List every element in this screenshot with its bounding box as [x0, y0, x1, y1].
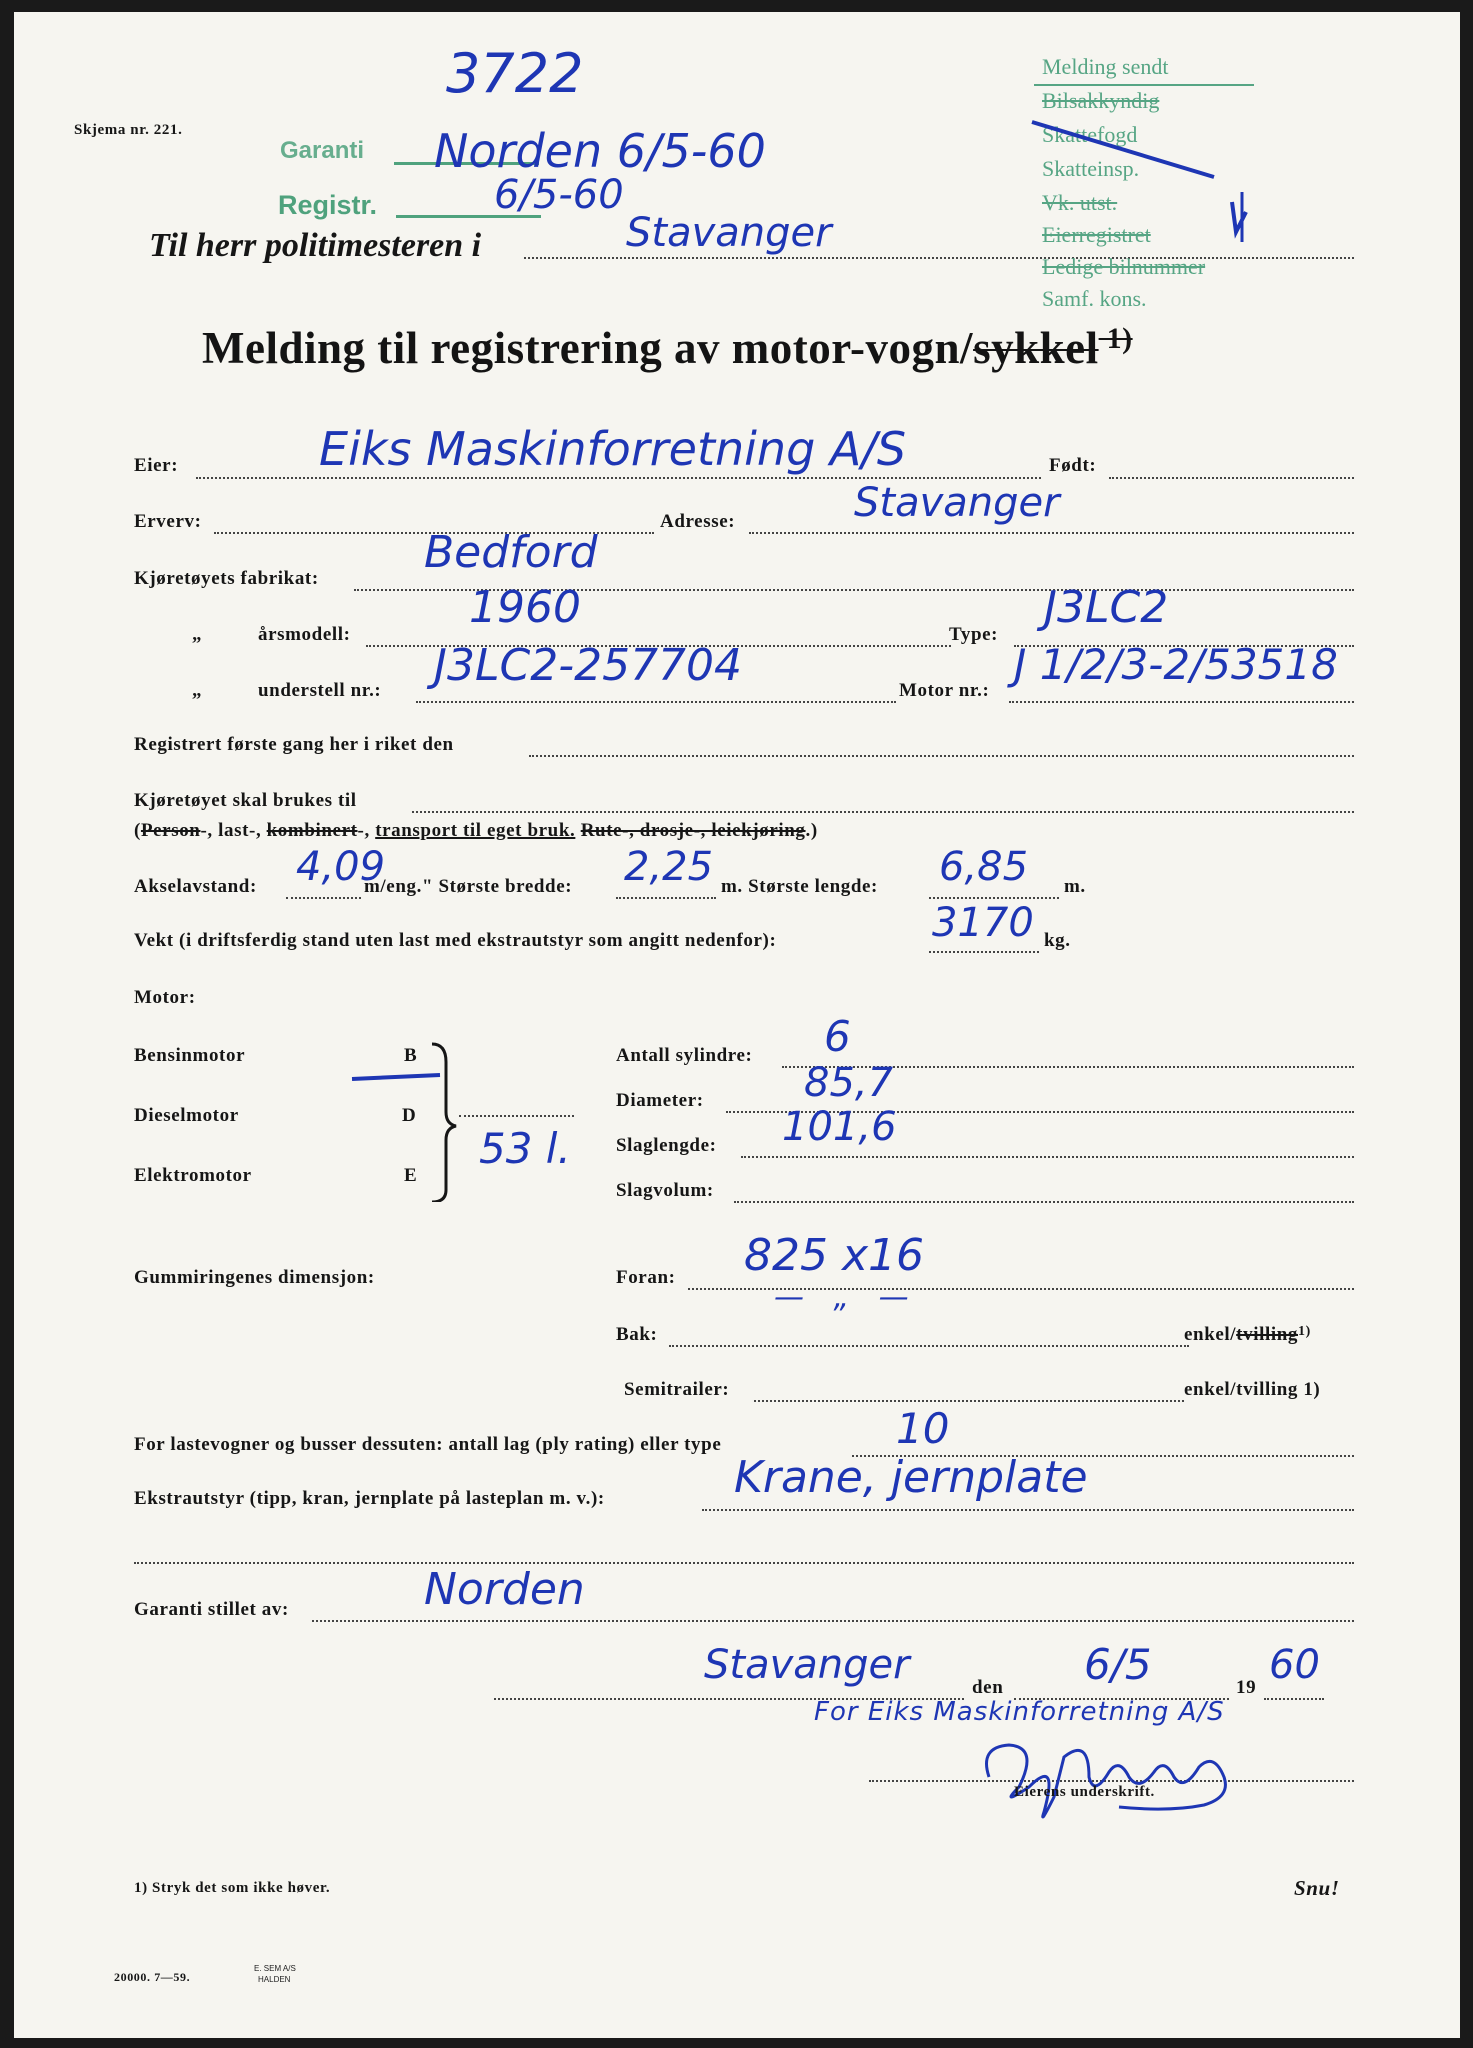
title-note: 1) — [1098, 322, 1133, 355]
label-semitrailer: Semitrailer: — [624, 1379, 730, 1400]
bak-ditto: — „ — — [774, 1280, 919, 1315]
motor-size-value: 53 l. — [479, 1124, 571, 1173]
stamp-item: Skattefogd — [1042, 122, 1138, 147]
label-diameter: Diameter: — [616, 1090, 704, 1111]
title-main: Melding til registrering av motor-vogn/ — [202, 323, 974, 373]
semitrailer-enkel-tvilling: enkel/tvilling 1) — [1184, 1379, 1321, 1400]
label-lengde: m. Største lengde: — [721, 876, 878, 897]
bak-enkel — [1184, 1324, 1311, 1346]
stamp-item: Eierregistret — [1042, 222, 1151, 247]
foran-value: 825 x16 — [744, 1230, 924, 1281]
line-slaglengde — [741, 1156, 1354, 1158]
printer-name: E. SEM A/S — [254, 1964, 296, 1973]
label-bensinmotor: Bensinmotor — [134, 1045, 246, 1066]
label-m: m. — [1064, 876, 1086, 897]
label-bredde: m/eng." Største bredde: — [364, 876, 573, 897]
label-kg: kg. — [1044, 930, 1071, 951]
line-slagvolum — [734, 1201, 1354, 1203]
label-lastevogner: For lastevogner og busser dessuten: antall lag (ply rating) eller type — [134, 1434, 722, 1455]
line-semitrailer — [754, 1400, 1184, 1402]
code-d: D — [402, 1105, 417, 1126]
footnote-ref: 1) — [1297, 1324, 1311, 1339]
code-e: E — [404, 1165, 418, 1186]
form-number: Skjema nr. 221. — [74, 122, 183, 138]
stamp-item: Skatteinsp. — [1042, 156, 1140, 181]
label-elektromotor: Elektromotor — [134, 1165, 252, 1186]
line-adresse — [749, 532, 1354, 534]
stamp-item: Melding sendt — [1042, 54, 1169, 79]
motor-nr-value: J 1/2/3-2/53518 — [1014, 640, 1338, 689]
registr-date: 6/5-60 — [494, 172, 624, 218]
label-understell: understell nr.: — [258, 680, 382, 701]
code-b: B — [404, 1045, 418, 1066]
stamp-box — [1024, 52, 1264, 312]
line-motor-size — [459, 1115, 574, 1117]
ply-value: 10 — [896, 1404, 950, 1453]
use-sep: -, — [357, 820, 376, 841]
eier-value: Eiks Maskinforretning A/S — [319, 422, 907, 476]
label-bak: Bak: — [616, 1324, 658, 1345]
to-politimester: Til herr politimesteren i — [149, 227, 482, 264]
ditto-mark: „ — [192, 680, 203, 701]
label-akselavstand: Akselavstand: — [134, 876, 257, 897]
line-registrert — [529, 755, 1354, 757]
use-person: Person — [140, 820, 201, 841]
label-19: 19 — [1236, 1677, 1257, 1698]
form-title — [202, 322, 1133, 374]
form-page — [14, 12, 1460, 2038]
line-garanti — [312, 1620, 1354, 1622]
print-run: 20000. 7—59. — [114, 1970, 191, 1984]
label-sylindre: Antall sylindre: — [616, 1045, 753, 1066]
label-motor-nr: Motor nr.: — [899, 680, 990, 701]
label-foran: Foran: — [616, 1267, 676, 1288]
line-vekt — [929, 951, 1039, 953]
diesel-mark — [344, 1067, 454, 1087]
fabrikat-value: Bedford — [424, 527, 598, 578]
label-slagvolum: Slagvolum: — [616, 1180, 714, 1201]
use-options — [134, 820, 818, 842]
lengde-value: 6,85 — [939, 844, 1029, 890]
bredde-value: 2,25 — [624, 844, 714, 890]
ekstrautstyr-value: Krane, jernplate — [734, 1452, 1088, 1503]
label-motor: Motor: — [134, 987, 196, 1008]
footnote: 1) Stryk det som ikke høver. — [134, 1880, 331, 1896]
line-brukes — [412, 811, 1354, 813]
slaglengde-value: 101,6 — [782, 1104, 897, 1150]
label-type: Type: — [949, 624, 999, 645]
line-eier — [196, 477, 1041, 479]
understell-value: J3LC2-257704 — [434, 640, 743, 691]
stamp-item: Vk. utst. — [1042, 190, 1118, 215]
line-aar — [1264, 1698, 1324, 1700]
stamp-garanti: Garanti — [280, 137, 365, 164]
label-fabrikat: Kjøretøyets fabrikat: — [134, 568, 319, 589]
label-slaglengde: Slaglengde: — [616, 1135, 717, 1156]
garanti-date: Norden 6/5-60 — [434, 124, 766, 178]
arsmodell-value: 1960 — [469, 582, 581, 633]
tvilling-struck: tvilling — [1236, 1324, 1298, 1345]
stamp-item: Samf. kons. — [1042, 286, 1147, 311]
label-adresse: Adresse: — [660, 511, 736, 532]
use-kombinert: kombinert — [266, 820, 358, 841]
line-lengde — [929, 897, 1059, 899]
sylindre-value: 6 — [824, 1012, 851, 1061]
adresse-value: Stavanger — [854, 480, 1060, 526]
line-motor-nr — [1009, 701, 1354, 703]
use-rute: Rute-, drosje-, leiekjøring — [580, 820, 806, 841]
line-bredde — [616, 897, 716, 899]
label-den: den — [972, 1677, 1004, 1698]
label-arsmodell: årsmodell: — [258, 624, 351, 645]
line-fodt — [1109, 477, 1354, 479]
label-vekt: Vekt (i driftsferdig stand uten last med ekstrautstyr som angitt nedenfor): — [134, 930, 777, 951]
vekt-value: 3170 — [932, 900, 1034, 946]
title-struck: sykkel — [973, 323, 1099, 373]
aar-value: 60 — [1269, 1642, 1320, 1688]
line-ekstrautstyr-2 — [134, 1562, 1354, 1564]
printer-city: HALDEN — [258, 1975, 291, 1984]
label-registrert: Registrert første gang her i riket den — [134, 734, 454, 755]
label-underskrift: Eierens underskrift. — [1014, 1784, 1155, 1800]
sted-value: Stavanger — [704, 1642, 910, 1688]
stamp-item: Bilsakkyndig — [1042, 88, 1160, 113]
label-fodt: Født: — [1049, 455, 1097, 476]
use-last: -, last-, — [200, 820, 267, 841]
label-ekstrautstyr: Ekstrautstyr (tipp, kran, jernplate på lasteplan m. v.): — [134, 1488, 605, 1509]
use-close: .) — [805, 820, 818, 841]
case-number: 3722 — [446, 42, 584, 105]
label-garanti: Garanti stillet av: — [134, 1599, 289, 1620]
label-eier: Eier: — [134, 455, 179, 476]
label-gummi: Gummiringenes dimensjon: — [134, 1267, 375, 1288]
stamp-registr: Registr. — [278, 190, 378, 220]
label-brukes: Kjøretøyet skal brukes til — [134, 790, 357, 811]
snu: Snu! — [1294, 1876, 1340, 1900]
enkel: enkel/ — [1184, 1324, 1237, 1345]
use-transport: transport til eget bruk. — [375, 820, 576, 841]
dato-value: 6/5 — [1084, 1640, 1152, 1689]
for-eier-value: For Eiks Maskinforretning A/S — [814, 1697, 1225, 1727]
line-understell — [416, 701, 896, 703]
garanti-value: Norden — [424, 1564, 585, 1615]
label-erverv: Erverv: — [134, 511, 202, 532]
label-dieselmotor: Dieselmotor — [134, 1105, 239, 1126]
stamp-item: Ledige bilnummer — [1042, 254, 1206, 279]
use-open: ( — [134, 820, 141, 841]
city-value: Stavanger — [626, 210, 832, 256]
diameter-value: 85,7 — [804, 1060, 894, 1106]
stamp-check-marks — [1024, 52, 1264, 312]
akselavstand-value: 4,09 — [296, 844, 386, 890]
line-ekstrautstyr — [702, 1509, 1354, 1511]
line-bak — [669, 1345, 1189, 1347]
line-akselavstand — [286, 897, 361, 899]
ditto-mark: „ — [192, 624, 203, 645]
motor-brace — [344, 1022, 484, 1202]
type-value: J3LC2 — [1044, 582, 1169, 633]
